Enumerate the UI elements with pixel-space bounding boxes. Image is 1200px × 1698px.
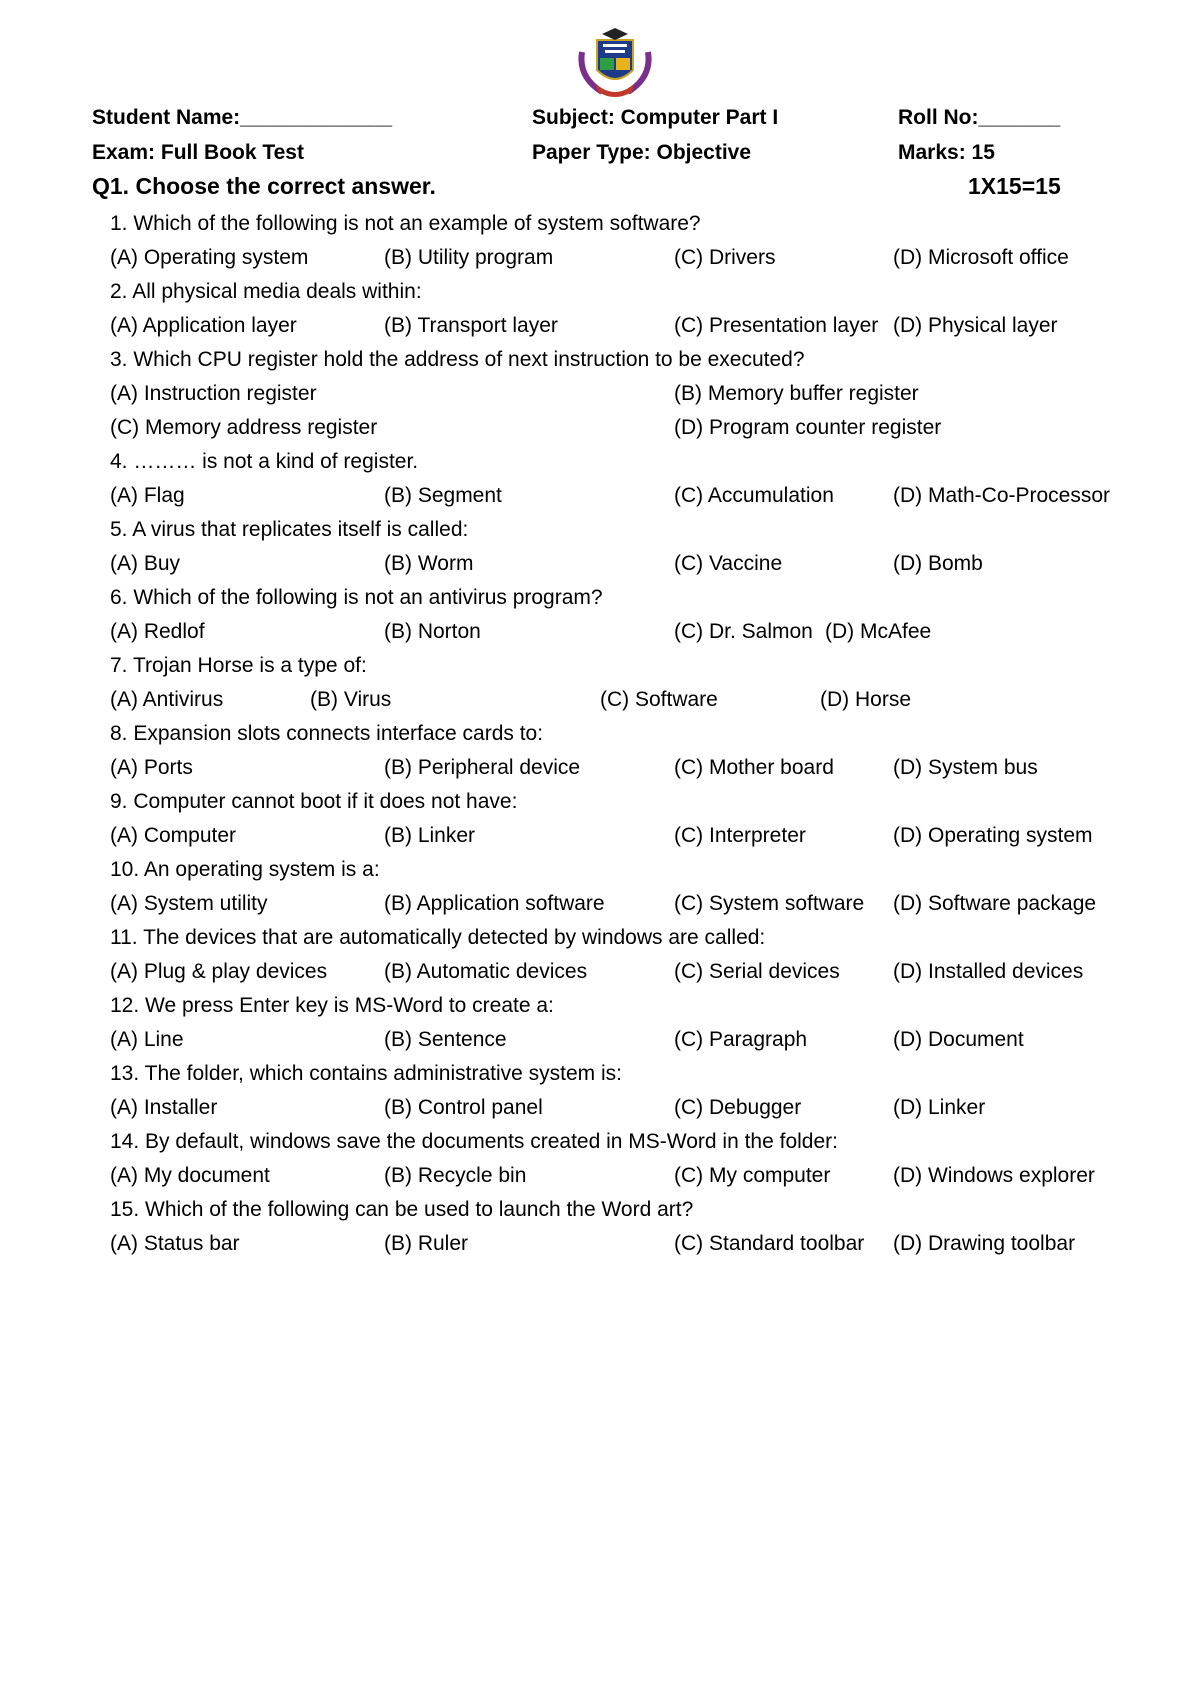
option-c: (C) Standard toolbar (674, 1232, 865, 1255)
option-a: (A) Flag (110, 484, 185, 507)
option-a: (A) Line (110, 1028, 184, 1051)
option-d: (D) Windows explorer (893, 1164, 1095, 1187)
question-text: 6. Which of the following is not an antivirus program? (110, 586, 603, 609)
option-c: (C) Presentation layer (674, 314, 879, 337)
option-b: (B) Application software (384, 892, 605, 915)
question-list (110, 207, 1170, 1261)
option-a: (A) Status bar (110, 1232, 240, 1255)
option-c: (C) Paragraph (674, 1028, 808, 1051)
marks-label: Marks: 15 (898, 141, 995, 164)
question-text: 5. A virus that replicates itself is called: (110, 518, 469, 541)
question-item (110, 1125, 1170, 1193)
section-marks: 1X15=15 (968, 173, 1061, 199)
option-a: (A) Antivirus (110, 688, 224, 711)
options-row (110, 887, 1170, 921)
options-row (110, 615, 1170, 649)
option-c: (C) Dr. Salmon (674, 620, 813, 643)
question-item (110, 717, 1170, 785)
options-row (110, 1023, 1170, 1057)
option-a: (A) My document (110, 1164, 270, 1187)
paper-type-label: Paper Type: Objective (532, 141, 752, 164)
question-text: 12. We press Enter key is MS-Word to create a: (110, 994, 554, 1017)
roll-no-field: Roll No:_______ (898, 106, 1061, 129)
option-c: (C) Vaccine (674, 552, 783, 575)
option-a: (A) Operating system (110, 246, 309, 269)
options-row (110, 1227, 1170, 1261)
question-text: 9. Computer cannot boot if it does not have: (110, 790, 518, 813)
option-b: (B) Recycle bin (384, 1164, 527, 1187)
option-a: (A) Computer (110, 824, 237, 847)
question-text: 3. Which CPU register hold the address of next instruction to be executed? (110, 348, 805, 371)
option-a: (A) Ports (110, 756, 193, 779)
options-row (110, 683, 1170, 717)
options-row (110, 241, 1170, 275)
exam-label: Exam: Full Book Test (92, 141, 304, 164)
question-item (110, 989, 1170, 1057)
subject-label: Subject: Computer Part I (532, 106, 779, 129)
question-text: 11. The devices that are automatically detected by windows are called: (110, 926, 766, 949)
options-row (110, 1091, 1170, 1125)
option-c: (C) My computer (674, 1164, 831, 1187)
option-d: (D) Physical layer (893, 314, 1058, 337)
question-text: 15. Which of the following can be used to launch the Word art? (110, 1198, 694, 1221)
option-d: (D) McAfee (825, 620, 932, 643)
option-b: (B) Norton (384, 620, 481, 643)
section-title: Q1. Choose the correct answer. (92, 173, 436, 199)
option-d: (D) Software package (893, 892, 1097, 915)
option-b: (B) Utility program (384, 246, 554, 269)
options-row (110, 479, 1170, 513)
question-item (110, 853, 1170, 921)
option-b: (B) Peripheral device (384, 756, 581, 779)
option-d: (D) Drawing toolbar (893, 1232, 1076, 1255)
option-c: (C) Software (600, 688, 718, 711)
option-b: (B) Virus (310, 688, 392, 711)
option-d: (D) System bus (893, 756, 1038, 779)
question-item (110, 581, 1170, 649)
option-d: (D) Document (893, 1028, 1024, 1051)
question-item (110, 445, 1170, 513)
options-row (110, 751, 1170, 785)
option-a: (A) Application layer (110, 314, 297, 337)
option-d: (D) Operating system (893, 824, 1093, 847)
option-b: (B) Linker (384, 824, 476, 847)
college-logo (572, 22, 658, 100)
option-c: (C) Mother board (674, 756, 834, 779)
options-row (110, 819, 1170, 853)
option-c: (C) System software (674, 892, 865, 915)
option-a: (A) Buy (110, 552, 181, 575)
question-item (110, 649, 1170, 717)
question-text: 13. The folder, which contains administrative system is: (110, 1062, 623, 1085)
question-text: 14. By default, windows save the documents created in MS-Word in the folder: (110, 1130, 838, 1153)
question-item (110, 921, 1170, 989)
question-text: 8. Expansion slots connects interface cards to: (110, 722, 544, 745)
option-b: (B) Memory buffer register (674, 382, 919, 405)
question-item (110, 513, 1170, 581)
option-b: (B) Automatic devices (384, 960, 588, 983)
option-a: (A) Redlof (110, 620, 205, 643)
question-item (110, 343, 1170, 445)
options-row (110, 547, 1170, 581)
question-item (110, 207, 1170, 275)
option-d: (D) Installed devices (893, 960, 1084, 983)
option-a: (A) Instruction register (110, 382, 317, 405)
question-item (110, 1057, 1170, 1125)
options-row (110, 377, 1170, 411)
student-name-field: Student Name:_____________ (92, 106, 393, 129)
option-d: (D) Microsoft office (893, 246, 1069, 269)
question-text: 4. ……… is not a kind of register. (110, 450, 419, 473)
question-item (110, 1193, 1170, 1261)
option-b: (B) Sentence (384, 1028, 507, 1051)
option-c: (C) Serial devices (674, 960, 840, 983)
question-item (110, 275, 1170, 343)
options-row (110, 411, 1170, 445)
question-text: 2. All physical media deals within: (110, 280, 422, 303)
options-row (110, 309, 1170, 343)
option-b: (B) Control panel (384, 1096, 543, 1119)
option-d: (D) Horse (820, 688, 912, 711)
options-row (110, 955, 1170, 989)
option-c: (C) Interpreter (674, 824, 806, 847)
option-c: (C) Drivers (674, 246, 776, 269)
question-text: 10. An operating system is a: (110, 858, 380, 881)
option-b: (B) Segment (384, 484, 502, 507)
option-a: (A) Installer (110, 1096, 218, 1119)
option-d: (D) Bomb (893, 552, 983, 575)
option-c: (C) Memory address register (110, 416, 378, 439)
question-item (110, 785, 1170, 853)
option-a: (A) System utility (110, 892, 268, 915)
option-d: (D) Math-Co-Processor (893, 484, 1111, 507)
question-text: 1. Which of the following is not an example of system software? (110, 212, 701, 235)
option-b: (B) Worm (384, 552, 474, 575)
option-d: (D) Program counter register (674, 416, 942, 439)
option-c: (C) Debugger (674, 1096, 802, 1119)
options-row (110, 1159, 1170, 1193)
option-a: (A) Plug & play devices (110, 960, 328, 983)
option-b: (B) Transport layer (384, 314, 558, 337)
option-c: (C) Accumulation (674, 484, 834, 507)
option-b: (B) Ruler (384, 1232, 469, 1255)
question-text: 7. Trojan Horse is a type of: (110, 654, 367, 677)
option-d: (D) Linker (893, 1096, 986, 1119)
